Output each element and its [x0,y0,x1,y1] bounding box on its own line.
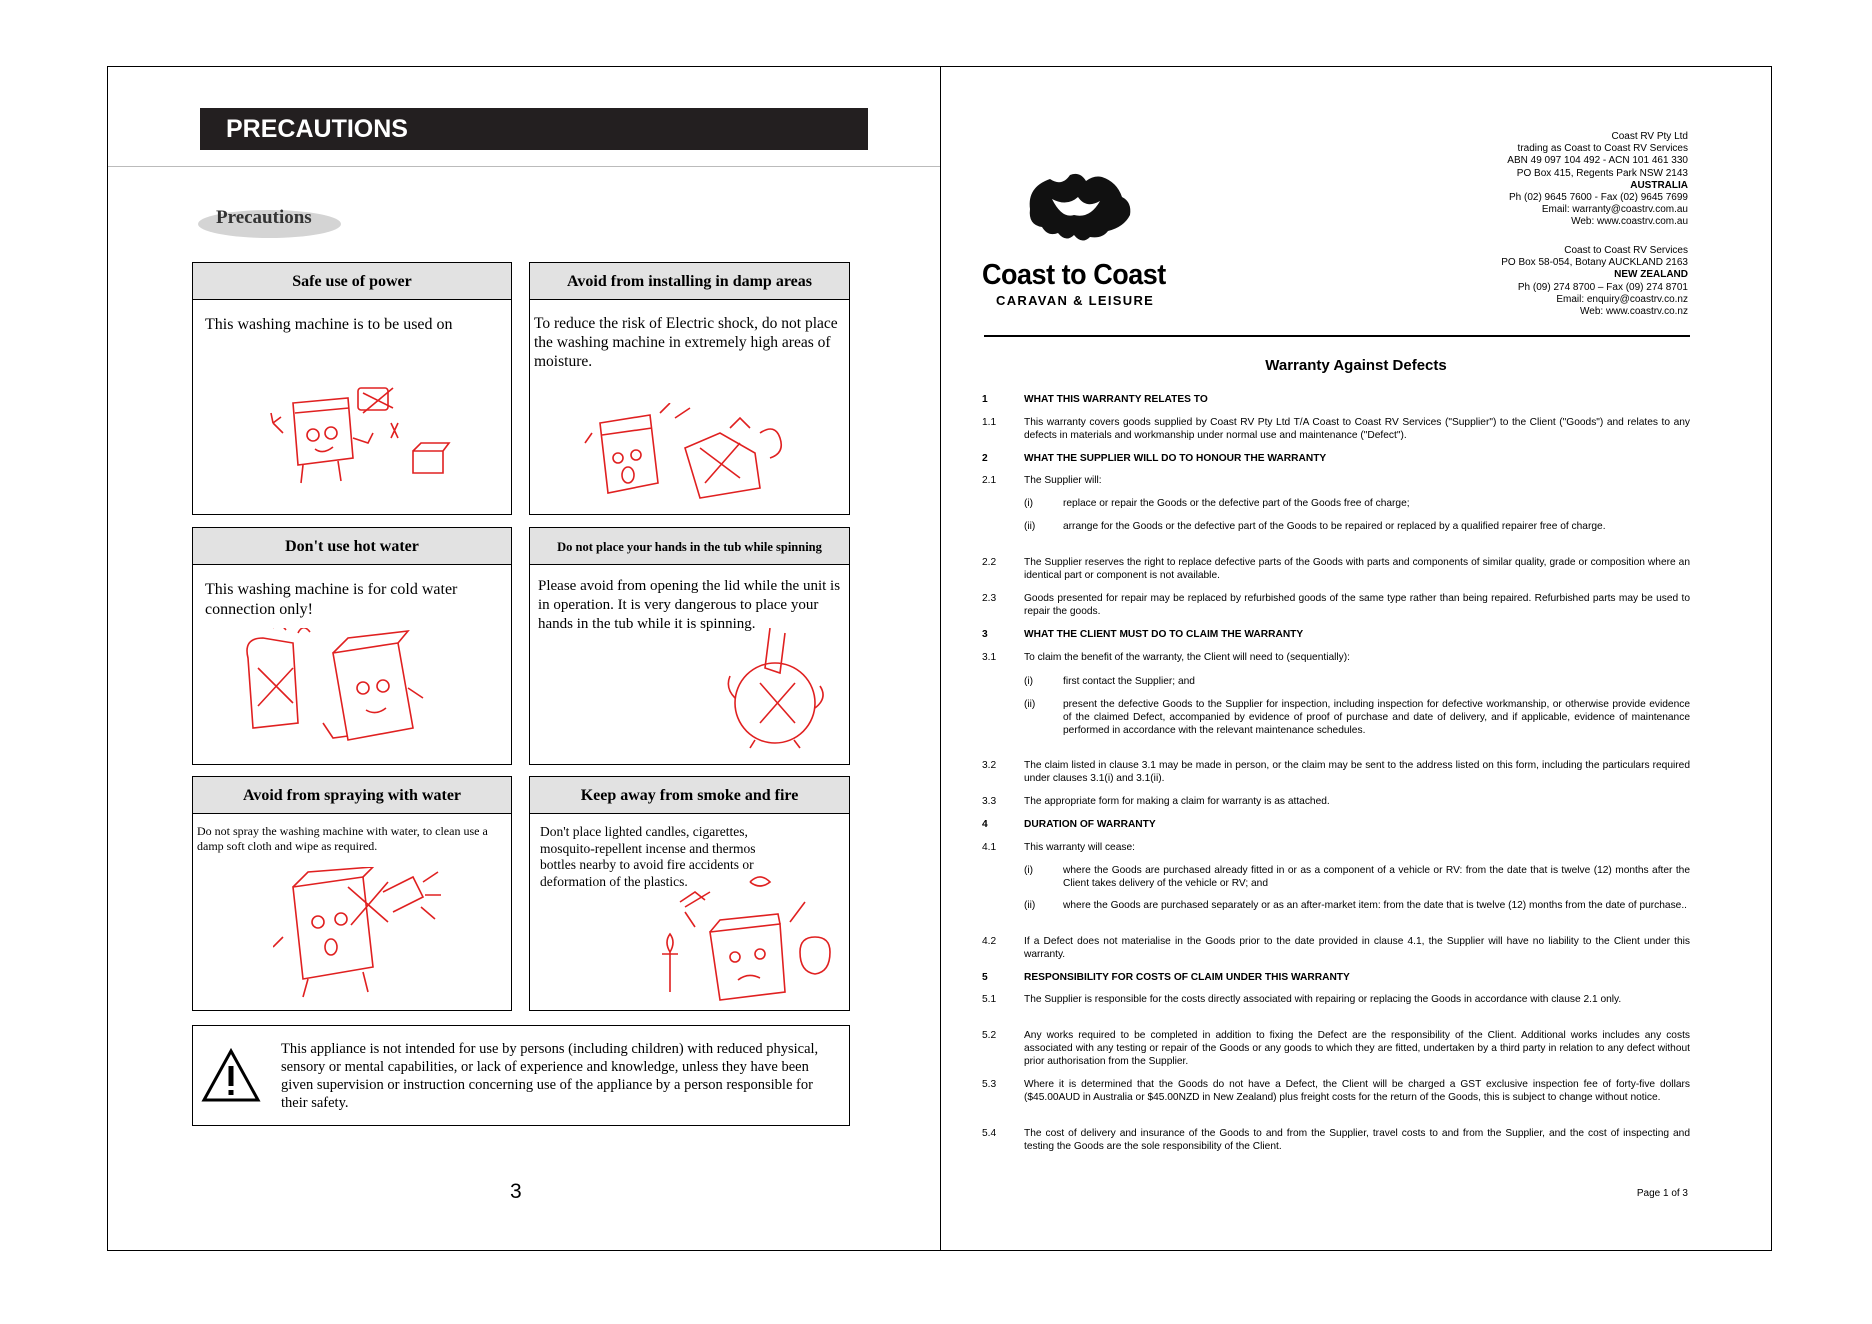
clause-number: 1.1 [982,417,997,428]
clause-text: This warranty will cease: [1024,842,1135,853]
clause-text: Where it is determined that the Goods do not have a Defect, the Client will be charged a GST exclusive inspection fee of forty-five dollars ($45.00AUD in Australia or $45.00NZD in New Zealand) plus freight costs for the return of the Goods, this is subject to change without notice. [1024,1079,1690,1103]
precaution-box-hands [529,527,850,765]
clause-number: 5.2 [982,1030,997,1041]
washer-damp-illustration [580,403,810,508]
clause-number: 2.2 [982,557,997,568]
warning-triangle-icon [201,1048,261,1104]
spraying-illustration [273,867,443,1002]
clause-number: 2 [982,453,988,464]
address-web[interactable]: Web: www.coastrv.com.au [1571,216,1688,228]
washer-power-illustration [263,383,453,493]
clause-text: The cost of delivery and insurance of the Goods to and from the Supplier, travel costs to and from the Supplier, and the cost of inspecting and testing the Goods are the sole responsibility of the Client. [1024,1128,1690,1152]
header-rule [984,335,1690,337]
clause-number: 3 [982,629,988,640]
box-title: Avoid from installing in damp areas [530,263,849,300]
clause-text: where the Goods are purchased already fitted in or as a component of a vehicle or RV: from the date that is twelve (12) months after the Client takes delivery of the vehicle or RV; and [1063,865,1690,889]
clause-text: arrange for the Goods or the defective part of the Goods to be repaired or replaced by a qualified repairer free of charge. [1063,521,1606,532]
clause-text: The claim listed in clause 3.1 may be made in person, or the claim may be sent to the address listed on this form, including the particulars required under clauses 3.1(i) and 3.1(ii). [1024,760,1690,784]
address-country: NEW ZEALAND [1614,269,1688,281]
clause-number: 4 [982,819,988,830]
clause-number: (i) [1024,865,1034,876]
smoke-fire-illustration [650,862,850,1002]
right-page [940,66,1772,1251]
safety-warning-box [192,1025,850,1126]
spinning-tub-illustration [720,628,830,758]
clause-number: (i) [1024,498,1034,509]
precaution-box-damp [529,262,850,515]
clause-text: If a Defect does not materialise in the Goods prior to the date provided in clause 4.1, the Supplier will have no liability to the Client under this warranty. [1024,936,1690,960]
clause-text: where the Goods are purchased separately or as an after-market item: from the date that is twelve (12) months from the date of purchase.. [1063,900,1688,911]
address-web[interactable]: Web: www.coastrv.co.nz [1580,306,1688,318]
box-text: To reduce the risk of Electric shock, do not place the washing machine in extremely high areas of moisture. [534,315,838,370]
clause-text: To claim the benefit of the warranty, the Client will need to (sequentially): [1024,652,1350,663]
clause-number: 5.4 [982,1128,997,1139]
address-line: ABN 49 097 104 492 - ACN 101 461 330 [1507,155,1688,167]
clause-number: 2.3 [982,593,997,604]
clause-number: (ii) [1024,521,1036,532]
address-line: Coast RV Pty Ltd [1611,131,1688,142]
clause-number: (ii) [1024,699,1036,710]
address-line: Coast to Coast RV Services [1564,245,1688,256]
address-line: Ph (09) 274 8700 – Fax (09) 274 8701 [1517,281,1688,293]
divider [108,166,940,167]
clause-number: 4.1 [982,842,997,853]
clause-number: 5.3 [982,1079,997,1090]
clause-text: The appropriate form for making a claim for warranty is as attached. [1024,796,1330,807]
left-page [107,66,941,1251]
clause-text: WHAT THIS WARRANTY RELATES TO [1024,394,1208,405]
address-new-zealand [1501,245,1688,318]
clause-text: This warranty covers goods supplied by Coast RV Pty Ltd T/A Coast to Coast RV Services ("Supplier") to the Client ("Goods") and relates to any defects in materials and workmanship under normal use and maintenance ("Defect"). [1024,417,1690,441]
clause-number: 5 [982,972,988,983]
page-label: Page 1 of 3 [1636,1188,1688,1199]
precautions-banner: PRECAUTIONS [200,108,868,150]
address-line: PO Box 415, Regents Park NSW 2143 [1516,167,1688,179]
box-text: Do not spray the washing machine with water, to clean use a damp soft cloth and wipe as required. [197,824,488,853]
clause-text: first contact the Supplier; and [1063,676,1195,687]
address-line: PO Box 58-054, Botany AUCKLAND 2163 [1501,257,1688,269]
clause-text: The Supplier will: [1024,475,1102,486]
precaution-box-fire [529,776,850,1011]
clause-number: 2.1 [982,475,997,486]
address-line: trading as Coast to Coast RV Services [1517,143,1688,155]
clause-number: 3.2 [982,760,997,771]
precaution-box-power [192,262,512,515]
warning-text: This appliance is not intended for use by persons (including children) with reduced physical, sensory or mental capabilities, or lack of experience and knowledge, unless they have been given supervision or instruction concerning use of the appliance by a person responsible for their safety. [281,1041,819,1111]
address-australia [1507,131,1688,229]
address-line: Ph (02) 9645 7600 - Fax (02) 9645 7699 [1508,192,1688,204]
clause-number: 5.1 [982,994,997,1005]
clause-text: WHAT THE CLIENT MUST DO TO CLAIM THE WARRANTY [1024,629,1304,640]
clause-number: 3.3 [982,796,997,807]
logo-tagline: CARAVAN & LEISURE [996,293,1155,308]
clause-number: (ii) [1024,900,1036,911]
box-text: Don't place lighted candles, cigarettes, mosquito-repellent incense and thermos bottles nearby to avoid fire accidents or deformation of the plastics. [540,824,756,889]
clause-text: replace or repair the Goods or the defective part of the Goods free of charge; [1063,498,1410,509]
hot-water-illustration [238,628,468,763]
address-country: AUSTRALIA [1630,179,1688,191]
clause-number: (i) [1024,676,1034,687]
clause-text: DURATION OF WARRANTY [1024,819,1156,830]
document-title: Warranty Against Defects [1265,357,1447,374]
box-title: Safe use of power [193,263,511,300]
box-title: Don't use hot water [193,528,511,565]
clause-number: 3.1 [982,652,997,663]
clause-text: The Supplier reserves the right to replace defective parts of the Goods with parts and components of similar quality, grade or composition where an identical part or component is not available. [1024,557,1690,581]
address-email[interactable]: Email: warranty@coastrv.com.au [1541,204,1688,216]
clause-number: 4.2 [982,936,997,947]
clause-text: WHAT THE SUPPLIER WILL DO TO HONOUR THE WARRANTY [1024,453,1327,464]
box-text: This washing machine is for cold water connection only! [205,581,458,618]
clause-text: The Supplier is responsible for the costs directly associated with repairing or replacing the Goods in accordance with clause 2.1 only. [1024,994,1622,1005]
page-number: 3 [510,1180,522,1203]
box-title: Keep away from smoke and fire [530,777,849,814]
clause-number: 1 [982,394,988,405]
box-title: Do not place your hands in the tub while spinning [530,528,849,565]
clause-text: Goods presented for repair may be replaced by refurbished goods of the same type rather than being repaired. Refurbished parts may be used to repair the goods. [1024,593,1690,617]
address-email[interactable]: Email: enquiry@coastrv.co.nz [1556,293,1688,305]
box-title: Avoid from spraying with water [193,777,511,814]
logo-text: Coast to Coast [982,259,1166,291]
clause-text: Any works required to be completed in addition to fixing the Defect are the responsibility of the Client. Additional works includes any costs associated with any testing or repair of the Goods or any goods to which they are fitted, undertaken by a third party in relation to any defect without prior authorisation from the Supplier. [1024,1030,1690,1067]
coast-to-coast-logo [982,167,1174,327]
box-text: Please avoid from opening the lid while the unit is in operation. It is very dangerous to place your hands in the tub while it is spinning. [538,578,841,632]
box-text: This washing machine is to be used on [205,316,453,333]
clause-text: present the defective Goods to the Supplier for inspection, including inspection for defective workmanship, or otherwise provide evidence of the claimed Defect, accompanied by evidence of proof of purchase and date of delivery, and if applicable, evidence of maintenance performed in accordance with the relevant maintenance schedules. [1063,699,1690,736]
precautions-subtitle: Precautions [216,207,312,228]
precaution-box-spraying [192,776,512,1011]
precaution-box-hot-water [192,527,512,765]
clause-text: RESPONSIBILITY FOR COSTS OF CLAIM UNDER THIS WARRANTY [1024,972,1350,983]
